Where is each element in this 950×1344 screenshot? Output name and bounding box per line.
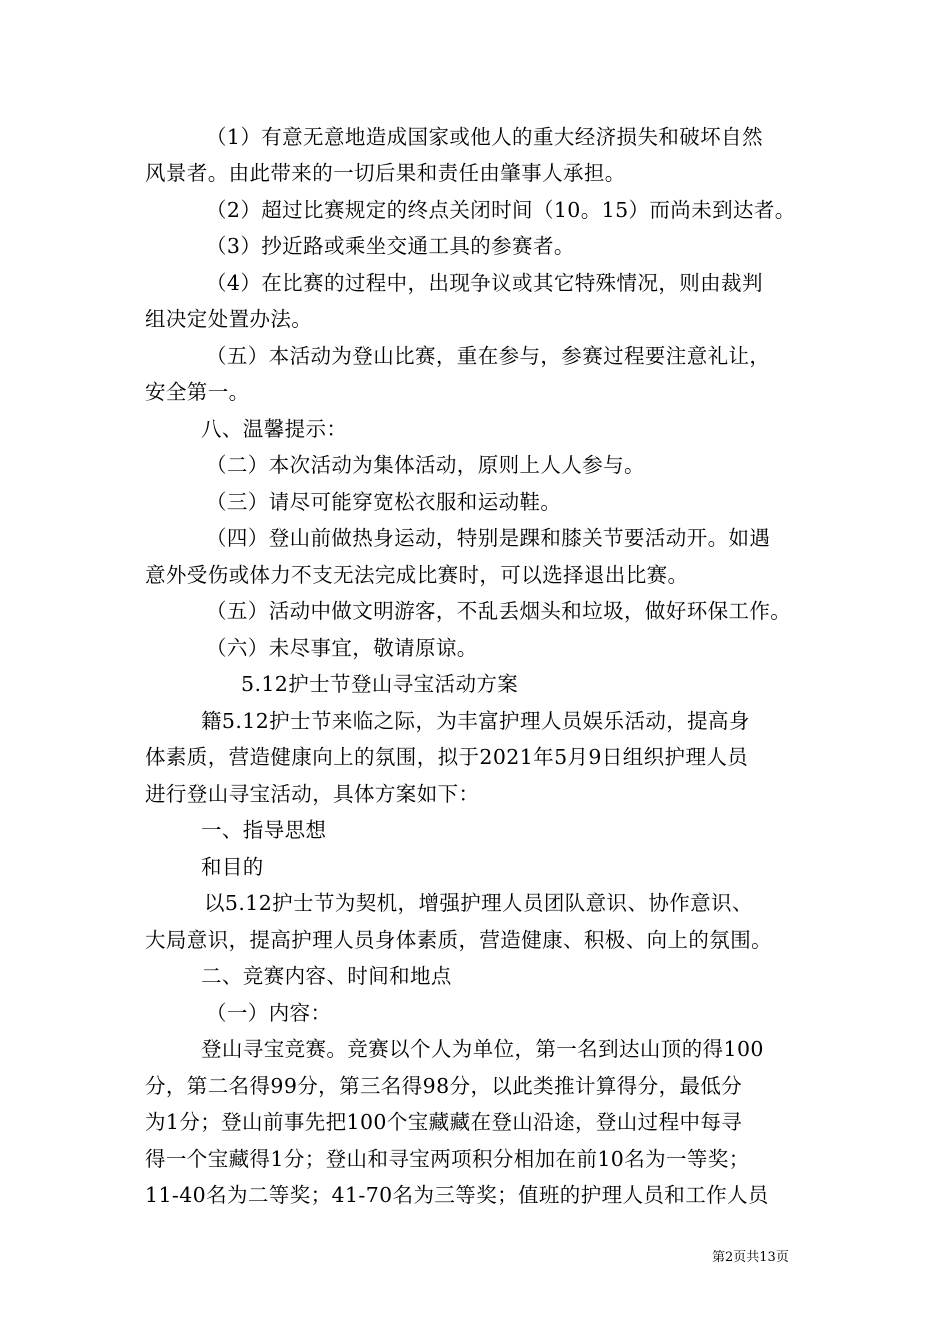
paragraph-line: （三）请尽可能穿宽松衣服和运动鞋。 — [206, 490, 562, 514]
paragraph-line: 分，第二名得99分，第三名得98分，以此类推计算得分，最低分 — [145, 1074, 743, 1098]
paragraph-line: （1）有意无意地造成国家或他人的重大经济损失和破坏自然 — [206, 125, 763, 149]
paragraph-line: （五）活动中做文明游客，不乱丢烟头和垃圾，做好环保工作。 — [206, 599, 792, 623]
subsection-heading: （一）内容： — [206, 1001, 332, 1025]
paragraph-line: （4）在比赛的过程中，出现争议或其它特殊情况，则由裁判 — [206, 271, 763, 295]
paragraph-line: （五）本活动为登山比赛，重在参与，参赛过程要注意礼让， — [206, 344, 771, 368]
paragraph-line: （2）超过比赛规定的终点关闭时间（10。15）而尚未到达者。 — [206, 198, 796, 222]
paragraph-line: （六）未尽事宜，敬请原谅。 — [206, 636, 478, 660]
page-number: 第2页共13页 — [712, 1250, 789, 1265]
paragraph-line: 组决定处置办法。 — [145, 307, 313, 331]
paragraph-line: 意外受伤或体力不支无法完成比赛时，可以选择退出比赛。 — [145, 563, 689, 587]
paragraph-line: 为1分；登山前事先把100个宝藏藏在登山沿途，登山过程中每寻 — [145, 1110, 743, 1134]
paragraph-line: （3）抄近路或乘坐交通工具的参赛者。 — [206, 234, 575, 258]
paragraph-line: 风景者。由此带来的一切后果和责任由肇事人承担。 — [145, 161, 626, 185]
section-heading: 八、温馨提示： — [201, 417, 348, 441]
paragraph-line: 大局意识，提高护理人员身体素质，营造健康、积极、向上的氛围。 — [145, 928, 772, 952]
paragraph-line: 11-40名为二等奖；41-70名为三等奖；值班的护理人员和工作人员 — [145, 1183, 769, 1207]
paragraph-line: 进行登山寻宝活动，具体方案如下： — [145, 782, 480, 806]
section-heading: 二、竞赛内容、时间和地点 — [201, 964, 452, 988]
document-title: 5.12护士节登山寻宝活动方案 — [241, 672, 519, 696]
section-heading: 和目的 — [201, 855, 264, 879]
paragraph-line: （二）本次活动为集体活动，原则上人人参与。 — [206, 453, 645, 477]
paragraph-line: 登山寻宝竞赛。竞赛以个人为单位，第一名到达山顶的得100 — [201, 1037, 764, 1061]
paragraph-line: 得一个宝藏得1分；登山和寻宝两项积分相加在前10名为一等奖； — [145, 1147, 750, 1171]
paragraph-line: 安全第一。 — [145, 380, 250, 404]
paragraph-line: （四）登山前做热身运动，特别是踝和膝关节要活动开。如遇 — [206, 526, 771, 550]
paragraph-line: 以5.12护士节为契机，增强护理人员团队意识、协作意识、 — [204, 891, 753, 915]
paragraph-line: 体素质，营造健康向上的氛围，拟于2021年5月9日组织护理人员 — [145, 745, 749, 769]
paragraph-line: 籍5.12护士节来临之际，为丰富护理人员娱乐活动，提高身 — [201, 709, 750, 733]
section-heading: 一、指导思想 — [201, 818, 327, 842]
